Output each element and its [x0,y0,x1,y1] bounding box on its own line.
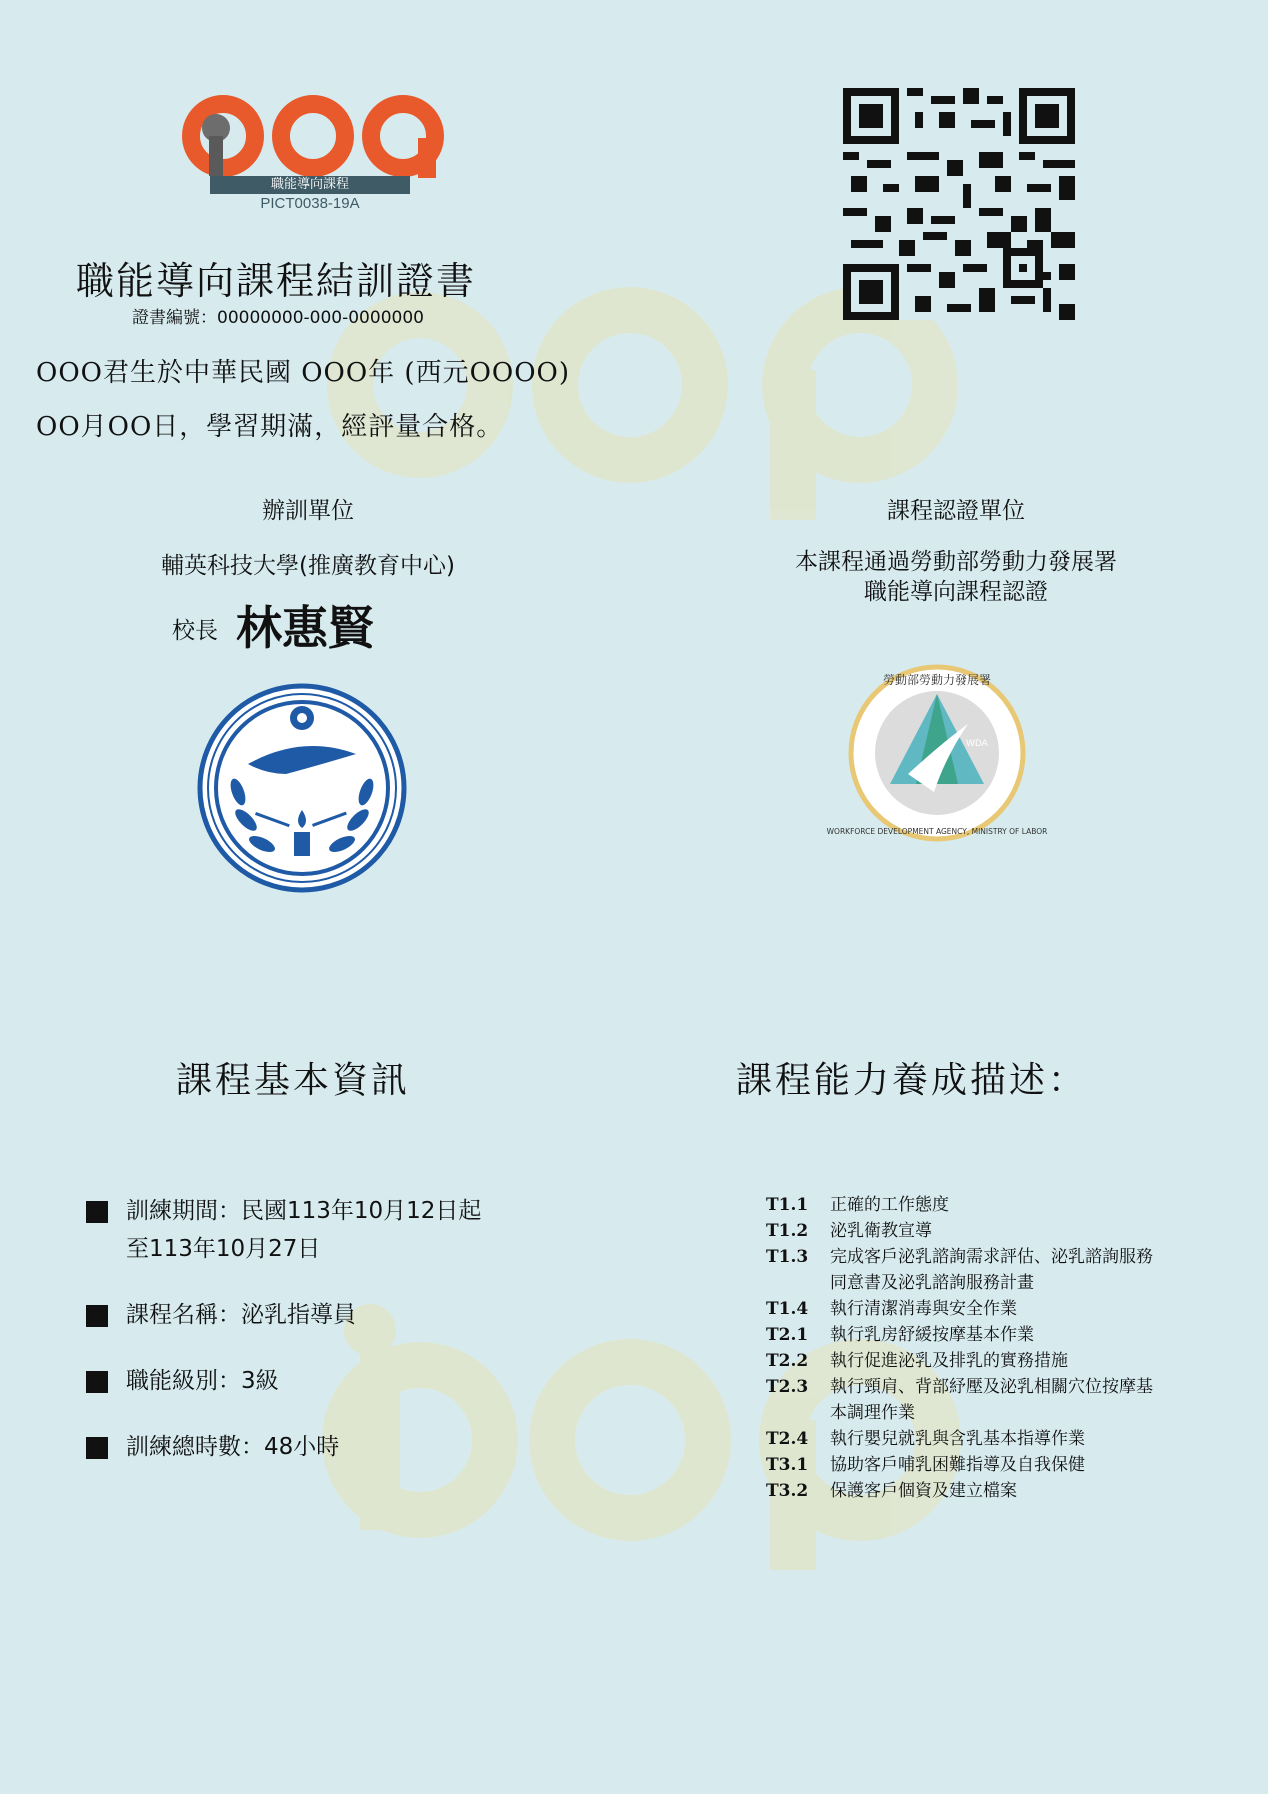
competency-desc: 協助客戶哺乳困難指導及自我保健 [830,1455,1085,1475]
competency-heading: 課程能力養成描述： [736,1060,1088,1101]
competency-code: T2.2 [766,1351,809,1371]
logo-code: PICT0038-19A [260,195,360,212]
certification-text [728,547,1184,607]
competency-row [766,1192,1166,1218]
competency-row [766,1348,1166,1374]
bullet-square-icon [86,1437,108,1459]
certificate-title: 職能導向課程結訓證書 [76,259,477,303]
competency-list [766,1192,1166,1504]
competency-row [766,1478,1166,1504]
organizer-name: 輔英科技大學(推廣教育中心) [161,553,455,579]
wda-seal-icon [826,664,1048,842]
basic-info-item-hours [86,1428,606,1466]
competency-row [766,1374,1166,1426]
competency-row [766,1452,1166,1478]
competency-row [766,1218,1166,1244]
president-signature [172,592,374,658]
basic-info-item-level [86,1362,606,1400]
competency-code: T1.4 [766,1299,809,1319]
competency-code: T3.2 [766,1481,809,1501]
wda-seal-chinese: 勞動部勞動力發展署 [882,673,992,687]
basic-info-heading: 課程基本資訊 [176,1060,411,1101]
competency-desc: 泌乳衛教宣導 [830,1221,932,1241]
certification-label: 課程認證單位 [887,498,1025,524]
competency-desc: 正確的工作態度 [830,1195,949,1215]
basic-info-list [86,1192,606,1494]
competency-desc: 執行清潔消毒與安全作業 [830,1299,1017,1319]
university-seal-icon [196,682,408,894]
competency-code: T2.1 [766,1325,809,1345]
bullet-square-icon [86,1371,108,1393]
logo-subtitle: 職能導向課程 [210,176,410,194]
competency-desc: 執行頸肩、背部紓壓及泌乳相關穴位按摩基本調理作業 [830,1377,1153,1423]
wda-seal-abbr: WDA [966,739,988,749]
wda-seal [826,664,1048,842]
competency-row [766,1296,1166,1322]
wda-seal-english: WORKFORCE DEVELOPMENT AGENCY, MINISTRY OF LABOR [826,827,1048,836]
certificate-number: 證書編號：00000000-000-0000000 [132,308,424,328]
competency-desc: 保護客戶個資及建立檔案 [830,1481,1017,1501]
basic-info-text: 訓練總時數：48小時 [126,1434,340,1460]
certificate-line-2: OO月OO日，學習期滿，經評量合格。 [36,412,504,442]
icap-logo-mark [178,88,448,178]
basic-info-text: 訓練期間：民國113年10月12日起 至113年10月27日 [126,1198,482,1262]
bullet-square-icon [86,1201,108,1223]
icap-logo [178,88,448,218]
competency-row [766,1244,1166,1296]
competency-code: T1.2 [766,1221,809,1241]
president-title: 校長 [172,618,218,644]
president-name: 林惠賢 [236,601,374,655]
competency-code: T3.1 [766,1455,809,1475]
competency-desc: 執行乳房舒緩按摩基本作業 [830,1325,1034,1345]
bullet-square-icon [86,1305,108,1327]
competency-desc: 執行促進泌乳及排乳的實務措施 [830,1351,1068,1371]
competency-desc: 執行嬰兒就乳與含乳基本指導作業 [830,1429,1085,1449]
competency-code: T1.1 [766,1195,809,1215]
basic-info-text: 課程名稱：泌乳指導員 [126,1302,356,1328]
basic-info-text: 職能級別：3級 [126,1368,279,1394]
certification-line-2: 職能導向課程認證 [864,579,1048,605]
basic-info-item-period [86,1192,606,1268]
certification-line-1: 本課程通過勞動部勞動力發展署 [795,549,1117,575]
competency-code: T1.3 [766,1247,809,1267]
competency-code: T2.4 [766,1429,809,1449]
competency-desc: 完成客戶泌乳諮詢需求評估、泌乳諮詢服務同意書及泌乳諮詢服務計畫 [830,1247,1153,1293]
competency-row [766,1426,1166,1452]
qr-code [843,88,1075,320]
competency-code: T2.3 [766,1377,809,1397]
organizer-label: 辦訓單位 [262,498,354,524]
basic-info-item-course [86,1296,606,1334]
competency-row [766,1322,1166,1348]
certificate-line-1: OOO君生於中華民國 OOO年 (西元OOOO) [36,358,570,388]
